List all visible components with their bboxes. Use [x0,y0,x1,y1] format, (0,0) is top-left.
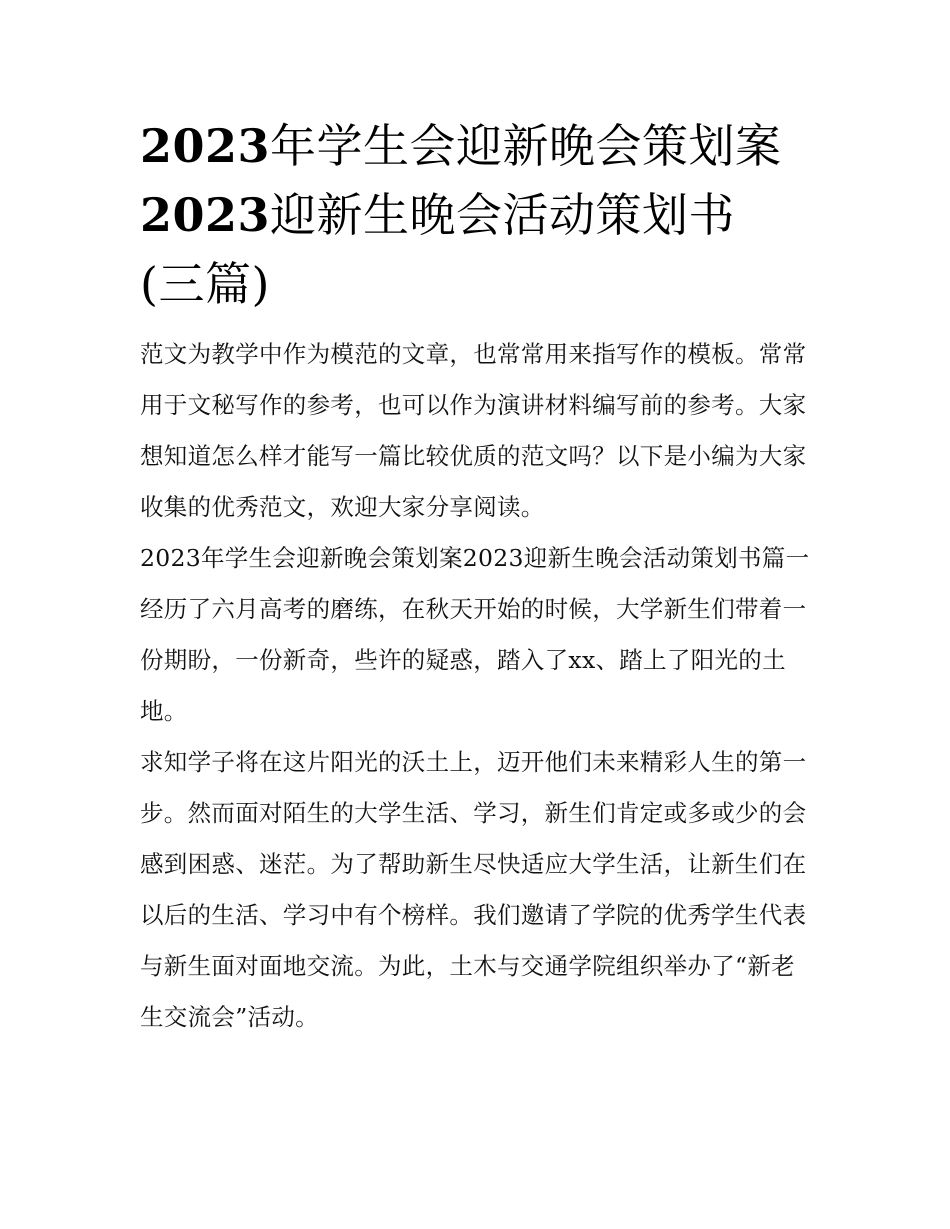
title-line-1 [140,112,812,181]
intro-paragraph: 范文为教学中作为模范的文章，也常常用来指写作的模板。常常用于文秘写作的参考，也可以作为演讲材料编写前的参考。大家想知道怎么样才能写一篇比较优质的范文吗？以下是小编为大家收集的优秀范文，欢迎大家分享阅读。 [140,340,807,521]
title-line-2-number: 2023 [140,188,271,242]
body-paragraph-2: 求知学子将在这片阳光的沃土上，迈开他们未来精彩人生的第一步。然而面对陌生的大学生活、学习，新生们肯定或多或少的会感到困惑、迷茫。为了帮助新生尽快适应大学生活，让新生们在以后的生活、学习中有个榜样。我们邀请了学院的优秀学生代表与新生面对面地交流。为此，土木与交通学院组织举办了“新老生交流会”活动。 [140,748,807,1031]
body-paragraph-1: 经历了六月高考的磨练，在秋天开始的时候，大学新生们带着一份期盼，一份新奇，些许的疑惑，踏入了xx、踏上了阳光的土地。 [140,595,807,725]
title-line-3 [140,250,812,319]
document-title [140,112,812,319]
title-line-3-text: (三篇) [140,257,270,311]
title-line-1-text: 年学生会迎新晚会策划案 [270,119,782,173]
title-line-2 [140,181,812,250]
title-line-2-text: 迎新生晚会活动策划书 [270,188,736,242]
section-heading-part-one: 2023年学生会迎新晚会策划案2023迎新生晚会活动策划书篇一 [140,544,810,572]
document-content [140,112,812,1043]
title-line-1-number: 2023 [140,119,271,173]
